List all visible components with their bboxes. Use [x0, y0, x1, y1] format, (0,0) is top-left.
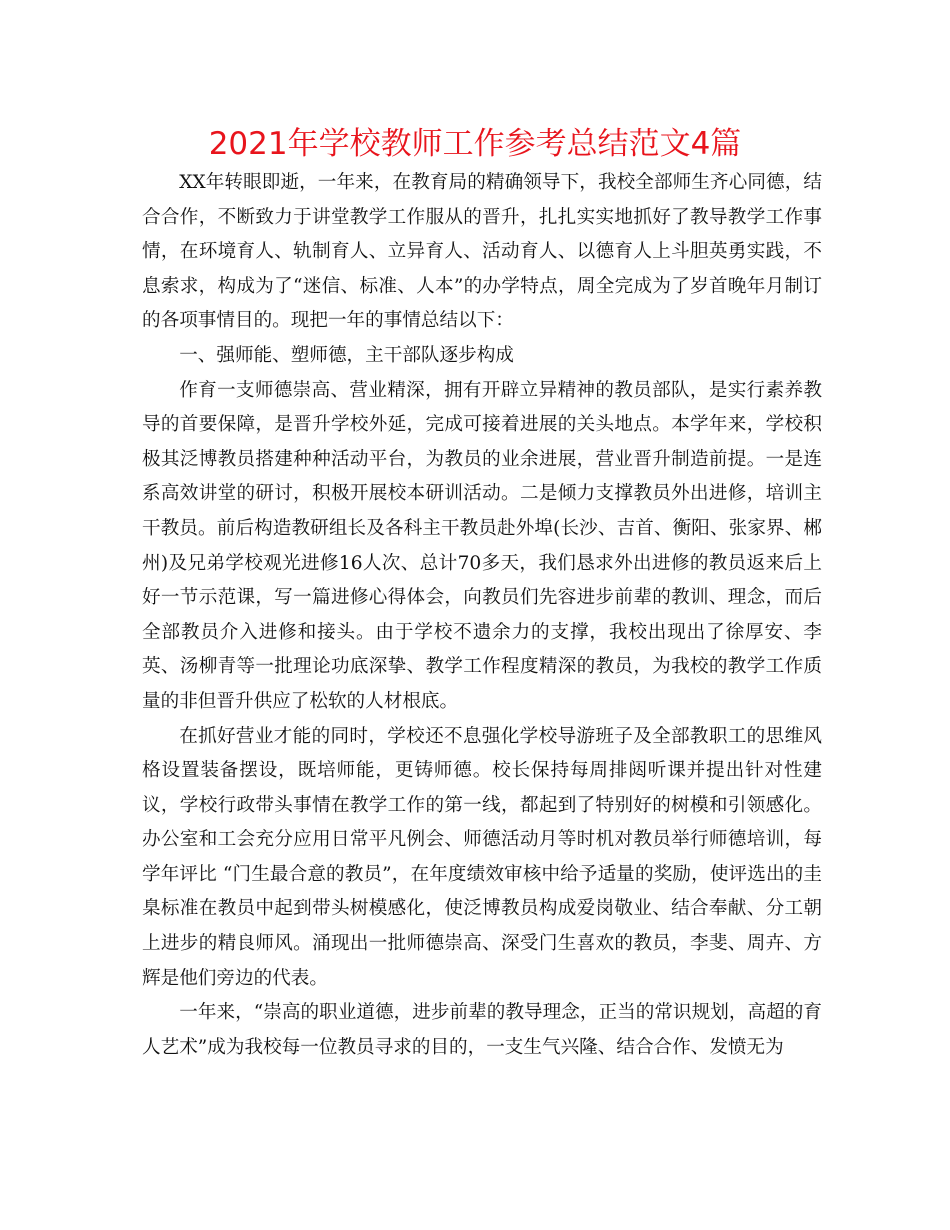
paragraph-intro: XX年转眼即逝，一年来，在教育局的精确领导下，我校全部师生齐心同德，结合合作，不断致力于讲堂教学工作服从的晋升，扎扎实实地抓好了教导教学工作事情，在环境育人、轨制育人、立异育人、活动育人、以德育人上斗胆英勇实践，不息索求，构成为了“迷信、标准、人本”的办学特点，周全完成为了岁首晚年月制订的各项事情目的。现把一年的事情总结以下： — [142, 172, 822, 332]
paragraph-goals: 一年来，“崇高的职业道德，进步前辈的教导理念，正当的常识规划，高超的育人艺术”成为我校每一位教员寻求的目的，一支生气兴隆、结合合作、发愤无为 — [142, 1002, 822, 1058]
document-title: 2021年学校教师工作参考总结范文4篇 — [208, 126, 742, 162]
section-heading-1: 一、强师能、塑师德，主干部队逐步构成 — [179, 344, 514, 366]
paragraph-teacher-team: 作育一支师德崇高、营业精深，拥有开辟立异精神的教员部队，是实行素养教导的首要保障，是晋升学校外延，完成可接着进展的关头地点。本学年来，学校积极其泛博教员搭建种种活动平台，为教员的业余进展，营业晋升制造前提。一是连系高效讲堂的研讨，积极开展校本研训活动。二是倾力支撑教员外出进修，培训主干教员。前后构造教研组长及各科主干教员赴外埠(长沙、吉首、衡阳、张家界、郴州)及兄弟学校观光进修16人次、总计70多天，我们恳求外出进修的教员返来后上好一节示范课，写一篇进修心得体会，向教员们先容进步前辈的教训、理念，而后全部教员介入进修和接头。由于学校不遗余力的支撑，我校出现出了徐厚安、李英、汤柳青等一批理论功底深挚、教学工作程度精深的教员，为我校的教学工作质量的非但晋升供应了松软的人材根底。 — [142, 379, 822, 712]
paragraph-teacher-ethics: 在抓好营业才能的同时，学校还不息强化学校导游班子及全部教职工的思维风格设置装备摆设，既培师能，更铸师德。校长保持每周排闼听课并提出针对性建议，学校行政带头事情在教学工作的第一线，都起到了特别好的树模和引领感化。办公室和工会充分应用日常平凡例会、师德活动月等时机对教员举行师德培训，每学年评比 “门生最合意的教员”，在年度绩效审核中给予适量的奖励，使评选出的圭臬标准在教员中起到带头树模感化，使泛博教员构成爱岗敬业、结合奉献、分工朝上进步的精良师风。涌现出一批师德崇高、深受门生喜欢的教员，李斐、周卉、方辉是他们旁边的代表。 — [142, 725, 822, 989]
document-body — [142, 166, 822, 1065]
